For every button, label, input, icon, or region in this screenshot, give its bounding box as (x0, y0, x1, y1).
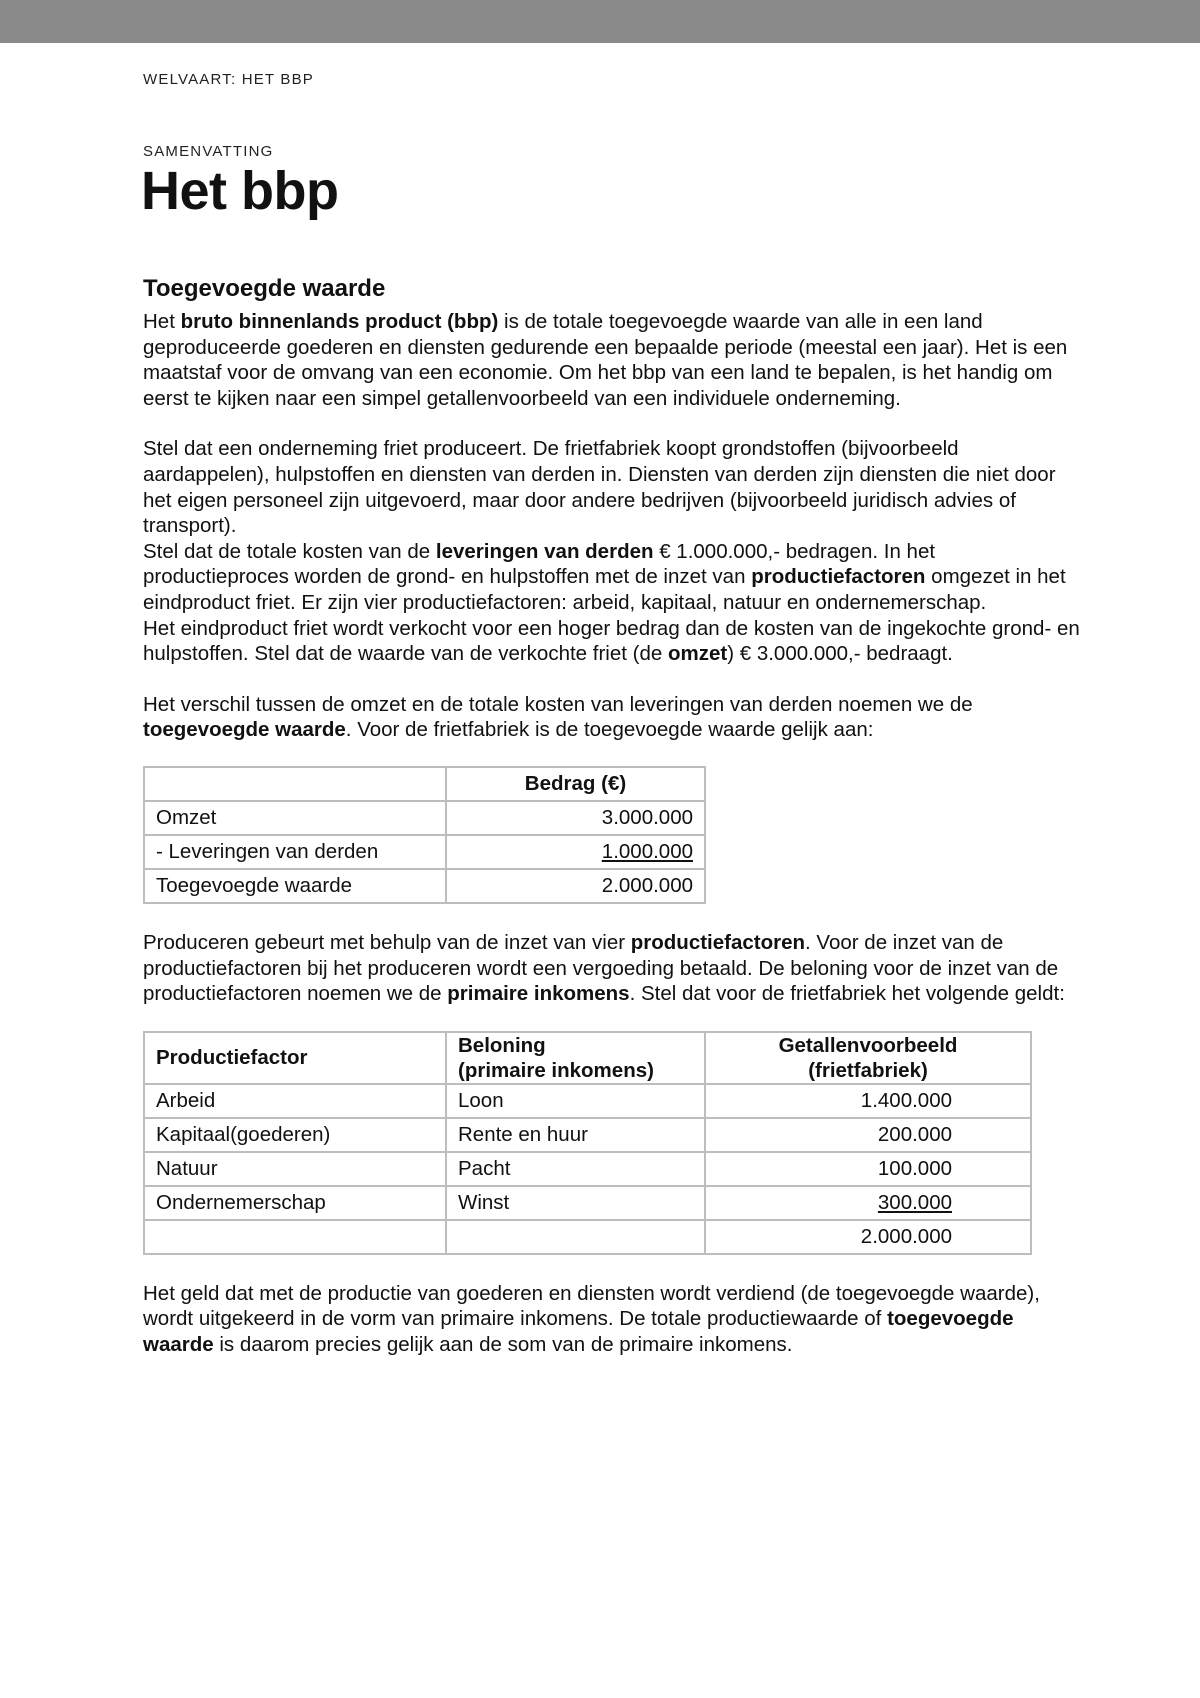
table-productiefactoren (143, 1031, 1032, 1255)
term-primaire-inkomens: primaire inkomens (447, 982, 630, 1006)
term-toegevoegde-waarde: toegevoegde waarde (143, 1307, 1014, 1356)
table-cell: 2.000.000 (446, 869, 705, 903)
text-run: Stel dat een onderneming friet produceert. De frietfabriek koopt grondstoffen (bijvoorbeeld aardappelen), hulpstoffen en diensten van derden in. Diensten van derden zijn diensten die niet door het eigen personeel zijn uitgevoerd, maar door andere bedrijven (bijvoorbeeld juridisch advies of transport). (143, 437, 1056, 538)
top-bar (0, 0, 1200, 43)
table-cell (144, 1220, 446, 1254)
text-run: . Voor de frietfabriek is de toegevoegde waarde gelijk aan: (345, 718, 874, 742)
table-row (144, 1084, 1031, 1118)
term-leveringen: leveringen van derden (435, 539, 654, 563)
table-row (144, 801, 705, 835)
paragraph-bbp-definition (143, 309, 1083, 411)
running-header: WELVAART: HET BBP (143, 71, 315, 88)
table-cell: 3.000.000 (446, 801, 705, 835)
table-cell: Toegevoegde waarde (144, 869, 446, 903)
header-line: Getallenvoorbeeld (778, 1033, 958, 1057)
header-line: Beloning (458, 1033, 546, 1057)
table-cell (705, 1186, 1031, 1220)
paragraph-conclusie (143, 1281, 1083, 1358)
paragraph-primaire-inkomens (143, 930, 1083, 1007)
table-header-cell (144, 767, 446, 801)
table-cell: Arbeid (144, 1084, 446, 1118)
text-run: Het (143, 310, 181, 333)
table-header-cell (705, 1032, 1031, 1084)
table-toegevoegde-waarde (143, 766, 706, 904)
table-cell: - Leveringen van derden (144, 835, 446, 869)
table-cell (446, 1220, 705, 1254)
text-run: ) € 3.000.000,- bedraagt. (727, 642, 953, 666)
text-run: . Stel dat voor de frietfabriek het volgende geldt: (629, 982, 1065, 1006)
table-cell: Loon (446, 1084, 705, 1118)
table-cell: Omzet (144, 801, 446, 835)
paragraph-toegevoegde-waarde (143, 692, 1083, 743)
text-run: Stel dat de totale kosten van de (143, 539, 436, 563)
text-run: is de totale toegevoegde waarde van alle in een land geproduceerde goederen en diensten gedurende een bepaalde periode (meestal een jaar). Het is een maatstaf voor de omvang van een economie. Om het bbp van een land te bepalen, is het handig om eerst te kijken naar een simpel getallenvoorbeeld van een individuele onderneming. (143, 310, 1068, 410)
term-productiefactoren: productiefactoren (630, 930, 806, 954)
text-run: . Voor de inzet van de productiefactoren bij het produceren wordt een vergoeding betaald. De beloning voor de inzet van de productiefactoren noemen we de (143, 930, 1059, 1006)
table-cell: Ondernemerschap (144, 1186, 446, 1220)
table-row (144, 835, 705, 869)
table-row (144, 1118, 1031, 1152)
table-cell: 1.400.000 (705, 1084, 1031, 1118)
table-cell: Pacht (446, 1152, 705, 1186)
content (143, 274, 1083, 1357)
table-row (144, 869, 705, 903)
table-header-cell: Bedrag (€) (446, 767, 705, 801)
text-run: is daarom precies gelijk aan de som van de primaire inkomens. (213, 1332, 793, 1356)
header-line: (primaire inkomens) (458, 1058, 654, 1082)
underlined-value: 1.000.000 (601, 840, 693, 864)
table-cell: Rente en huur (446, 1118, 705, 1152)
table-row (144, 1220, 1031, 1254)
term-productiefactoren: productiefactoren (751, 565, 926, 589)
text-run: Het eindproduct friet wordt verkocht voor een hoger bedrag dan de kosten van de ingekochte grond- en hulpstoffen. Stel dat de waarde van de verkochte friet (de (143, 616, 1080, 666)
table-cell: 2.000.000 (705, 1220, 1031, 1254)
table-cell: Winst (446, 1186, 705, 1220)
table-row (144, 1186, 1031, 1220)
underlined-value: 300.000 (877, 1190, 952, 1214)
section-kicker: SAMENVATTING (143, 143, 274, 160)
header-line: (frietfabriek) (808, 1058, 928, 1082)
paragraph-frietfabriek (143, 436, 1083, 666)
term-omzet: omzet (667, 642, 728, 666)
table-header-row (144, 1032, 1031, 1084)
term-bbp: bruto binnenlands product (bbp) (180, 310, 499, 333)
table-cell: Kapitaal(goederen) (144, 1118, 446, 1152)
table-cell: Natuur (144, 1152, 446, 1186)
page-title: Het bbp (141, 161, 339, 221)
table-cell: 100.000 (705, 1152, 1031, 1186)
table-header-row (144, 767, 705, 801)
text-run: Produceren gebeurt met behulp van de inzet van vier (143, 930, 631, 954)
text-run: Het verschil tussen de omzet en de totale kosten van leveringen van derden noemen we de (143, 692, 973, 716)
table-header-cell: Productiefactor (144, 1032, 446, 1084)
text-run: omgezet in het eindproduct friet. Er zijn vier productiefactoren: arbeid, kapitaal, natuur en ondernemerschap. (143, 565, 1066, 614)
section-heading: Toegevoegde waarde (143, 275, 386, 302)
term-toegevoegde-waarde: toegevoegde waarde (143, 718, 346, 742)
text-run: € 1.000.000,- bedragen. In het productieproces worden de grond- en hulpstoffen met de inzet van (143, 539, 936, 589)
table-header-cell (446, 1032, 705, 1084)
table-row (144, 1152, 1031, 1186)
table-cell (446, 835, 705, 869)
table-cell: 200.000 (705, 1118, 1031, 1152)
text-run: Het geld dat met de productie van goederen en diensten wordt verdiend (de toegevoegde waarde), wordt uitgekeerd in de vorm van primaire inkomens. De totale productiewaarde of (143, 1281, 1040, 1331)
